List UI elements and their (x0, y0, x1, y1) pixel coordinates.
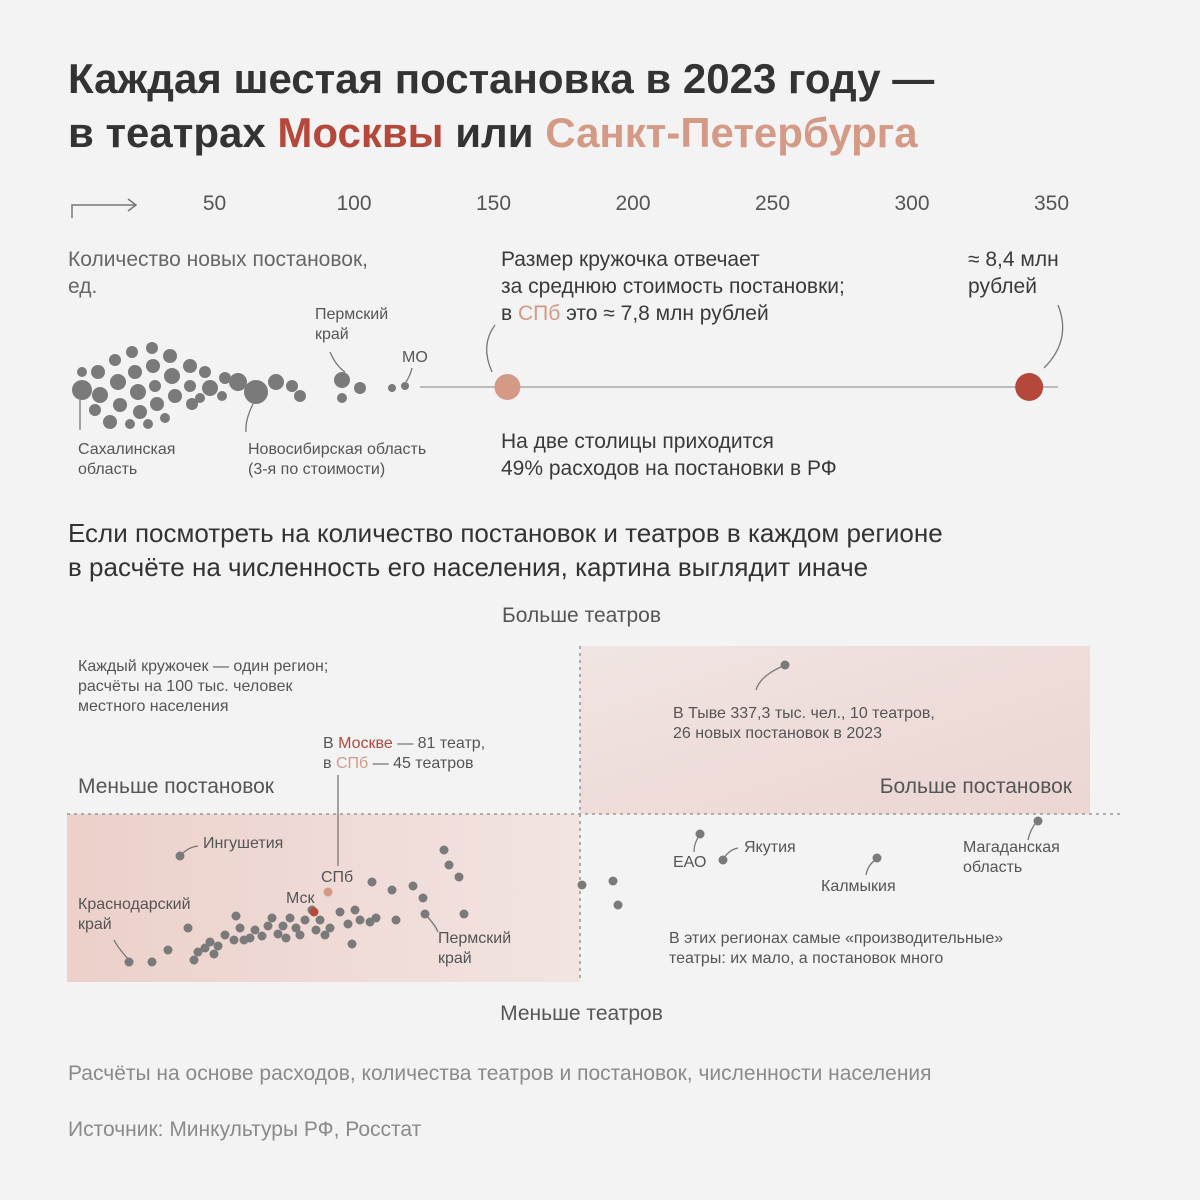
region-dot (336, 908, 345, 917)
label-kalmykia: Калмыкия (821, 878, 896, 895)
region-dot (719, 856, 728, 865)
legend-1: Каждый кружочек — один регион; (78, 658, 329, 675)
perm-2: край (315, 326, 349, 343)
cap-2b: — 45 театров (368, 755, 474, 772)
x-tick-100: 100 (336, 192, 372, 215)
x-right-label: Больше постановок (879, 775, 1072, 798)
region-dot (696, 830, 705, 839)
legend-note (78, 657, 328, 717)
source: Источник: Минкультуры РФ, Росстат (68, 1118, 422, 1141)
region-dot (236, 924, 245, 933)
region-dot (409, 882, 418, 891)
x-tick-50: 50 (202, 192, 227, 215)
label-krasnodar (78, 895, 191, 935)
perm-1: Пермский (315, 306, 389, 323)
region-dot (321, 931, 330, 940)
region-dot (274, 930, 283, 939)
capitals-1 (323, 734, 485, 754)
spb-region-dot (324, 888, 333, 897)
region-dot (214, 942, 223, 951)
size-note-3b: это ≈ 7,8 млн рублей (560, 302, 769, 325)
region-dot (368, 878, 377, 887)
label-ingush: Ингушетия (203, 835, 284, 852)
productive-note (669, 929, 1003, 969)
region-dot (251, 926, 260, 935)
region-dot (873, 854, 882, 863)
region-dot (148, 958, 157, 967)
region-dot (312, 926, 321, 935)
x-axis-label: Количество новых постановок, ед. (68, 248, 368, 298)
y-bottom-label: Меньше театров (500, 1002, 663, 1025)
region-dot (194, 948, 203, 957)
region-dot (344, 920, 353, 929)
cap-msk: Москве (338, 735, 393, 752)
tuva-2: 26 новых постановок в 2023 (673, 725, 882, 742)
region-dot (609, 877, 618, 886)
title-moscow: Москвы (277, 109, 444, 156)
x-tick-350: 350 (1033, 192, 1070, 215)
region-dot (316, 916, 325, 925)
tuva-note (673, 704, 935, 744)
permb-2: край (438, 950, 472, 967)
x-tick-200: 200 (615, 192, 651, 215)
region-dot (388, 886, 397, 895)
label-yakutia: Якутия (744, 839, 796, 856)
capitals-2 (323, 754, 485, 774)
msk-cost-1: ≈ 8,4 млн (968, 248, 1059, 271)
region-dot (296, 931, 305, 940)
legend-3: местного населения (78, 698, 229, 715)
region-dot (460, 910, 469, 919)
title-mid: или (443, 109, 546, 156)
magadan-2: область (963, 859, 1023, 876)
region-dot (282, 934, 291, 943)
caption-1: На две столицы приходится (501, 430, 774, 453)
region-dot (264, 922, 273, 931)
title-prefix: в театрах (68, 109, 278, 156)
region-dot (230, 936, 239, 945)
region-dot (455, 873, 464, 882)
region-dot (221, 931, 230, 940)
label-magadan (963, 838, 1060, 878)
region-dot (348, 940, 357, 949)
region-dot (1034, 817, 1043, 826)
subtitle-2: в расчёте на численность его населения, картина выглядит иначе (68, 552, 869, 582)
cap-2a: в (323, 755, 336, 772)
tuva-1: В Тыве 337,3 тыс. чел., 10 театров, (673, 705, 935, 722)
x-tick-250: 250 (754, 192, 791, 215)
cap-1a: В (323, 735, 339, 752)
size-note-2: за среднюю стоимость постановки; (501, 275, 845, 298)
krasnodar-1: Краснодарский (78, 896, 191, 913)
region-dot (125, 958, 134, 967)
size-note-spb: СПб (518, 302, 561, 325)
x-left-label: Меньше постановок (78, 775, 274, 798)
cap-1b: — 81 театр, (392, 735, 486, 752)
label-mo: МО (402, 349, 428, 366)
title-spb: Санкт-Петербурга (545, 109, 918, 156)
region-dot (286, 914, 295, 923)
nsk-1: Новосибирская область (248, 441, 427, 458)
title-line-1: Каждая шестая постановка в 2023 году — (68, 55, 935, 102)
subtitle-1: Если посмотреть на количество постановок и театров в каждом регионе (68, 518, 943, 548)
region-dot (372, 914, 381, 923)
region-dot (351, 906, 360, 915)
sakh-1: Сахалинская (78, 441, 176, 458)
region-dot (176, 852, 185, 861)
cap-spb: СПб (335, 755, 369, 772)
x-tick-150: 150 (475, 192, 512, 215)
productive-1: В этих регионах самые «производительные» (669, 930, 1004, 947)
label-perm-bottom (438, 929, 511, 969)
magadan-1: Магаданская (963, 839, 1060, 856)
region-dot (781, 661, 790, 670)
region-dot (240, 936, 249, 945)
y-top-label: Больше театров (502, 604, 661, 627)
region-dot (421, 910, 430, 919)
nsk-2: (3-я по стоимости) (248, 461, 386, 478)
size-note-1: Размер кружочка отвечает (501, 248, 760, 271)
krasnodar-2: край (78, 916, 112, 933)
permb-1: Пермский (438, 930, 512, 947)
footer-note: Расчёты на основе расходов, количества театров и постановок, численности населения (68, 1062, 932, 1085)
label-eao: ЕАО (673, 854, 707, 871)
region-dot (440, 846, 449, 855)
region-dot (279, 922, 288, 931)
region-dot (232, 912, 241, 921)
productive-2: театры: их мало, а постановок много (669, 950, 944, 967)
region-dot (268, 914, 277, 923)
sakh-2: область (78, 461, 138, 478)
label-msk: Мск (286, 890, 315, 907)
region-dot (445, 861, 454, 870)
size-note-3a: в (501, 302, 518, 325)
msk-cost-2: рублей (968, 275, 1037, 298)
region-dot (614, 901, 623, 910)
caption-2: 49% расходов на постановки в РФ (501, 457, 837, 480)
x-tick-300: 300 (894, 192, 930, 215)
legend-2: расчёты на 100 тыс. человек (78, 678, 293, 695)
label-spb: СПб (321, 869, 354, 886)
region-dot (392, 916, 401, 925)
region-dot (258, 932, 267, 941)
region-dot (578, 881, 587, 890)
region-dot (419, 894, 428, 903)
region-dot (190, 956, 199, 965)
region-dot (164, 946, 173, 955)
region-dot (301, 916, 310, 925)
capitals-note (323, 734, 485, 774)
region-dot (210, 950, 219, 959)
region-dot (356, 916, 365, 925)
